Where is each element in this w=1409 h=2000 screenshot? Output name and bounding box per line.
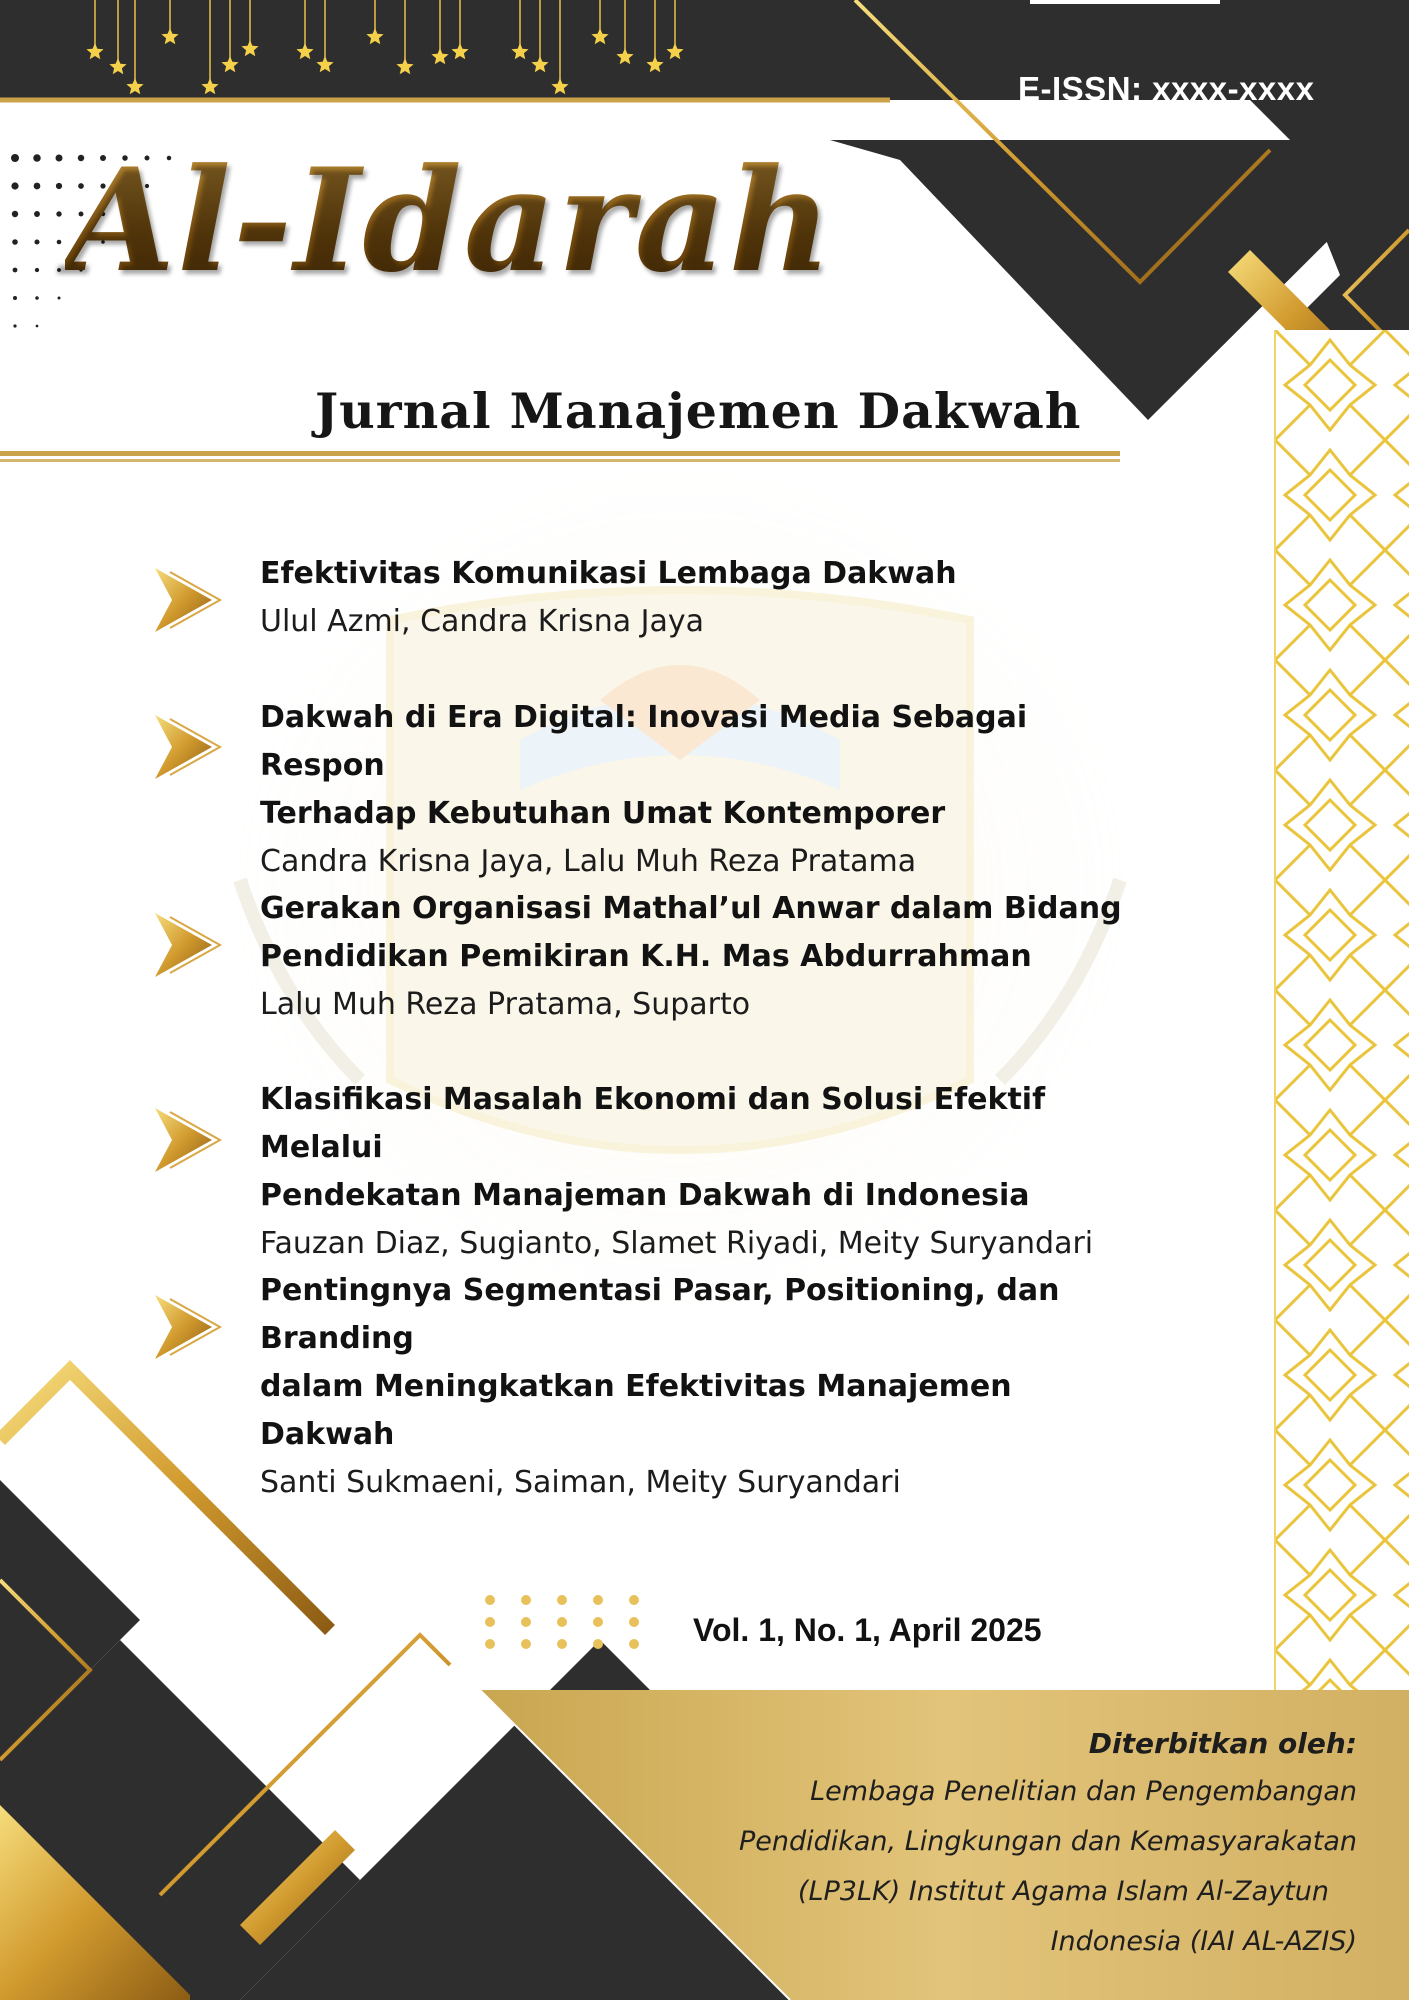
dot [557,1595,567,1605]
dot [57,240,62,245]
publisher-heading: Diterbitkan oleh: [1088,1727,1357,1760]
article-authors: Candra Krisna Jaya, Lalu Muh Reza Pratama [260,844,917,879]
article-title: dalam Meningkatkan Efektivitas Manajemen Dakwah [260,1369,1012,1452]
journal-title: Al-Idarah [65,138,834,304]
dot [11,154,19,162]
dot [593,1639,603,1649]
arrow-bullet-icon [155,568,220,632]
dot [58,297,61,300]
dot [35,268,39,272]
title-underline [0,451,1120,456]
dot [629,1639,639,1649]
publisher-line: Indonesia (IAI AL-AZIS) [1050,1926,1357,1957]
dot [593,1595,603,1605]
arrow-bullet-icon [155,715,220,779]
dot [521,1595,531,1605]
dot [557,1617,567,1627]
dot [13,324,16,327]
publisher-line: (LP3LK) Institut Agama Islam Al-Zaytun [797,1876,1329,1907]
volume-info: Vol. 1, No. 1, April 2025 [693,1612,1042,1648]
dot [34,211,40,217]
geometric-pattern [1275,330,1409,1690]
article-authors: Lalu Muh Reza Pratama, Suparto [260,987,751,1022]
dot [11,182,18,189]
article-2 [260,694,1140,886]
title-underline-2 [0,459,1120,462]
article-title: Klasifikasi Masalah Ekonomi dan Solusi Efektif Melalui [260,1082,1046,1165]
journal-subtitle: Jurnal Manajemen Dakwah [315,382,1082,440]
top-right-white-tab [1030,0,1220,4]
dot [57,268,61,272]
dot [12,211,18,217]
dot [485,1595,495,1605]
dot [593,1617,603,1627]
dot [13,268,18,273]
dot [629,1617,639,1627]
article-5 [260,1267,1140,1507]
dot [34,183,41,190]
article-authors: Santi Sukmaeni, Saiman, Meity Suryandari [260,1465,901,1500]
article-authors: Ulul Azmi, Candra Krisna Jaya [260,604,704,639]
dot [557,1639,567,1649]
issn-label: E-ISSN: xxxx-xxxx [1018,70,1315,107]
dot [485,1617,495,1627]
dot [629,1595,639,1605]
article-title: Pendidikan Pemikiran K.H. Mas Abdurrahman [260,939,1032,974]
article-3 [260,885,1140,1029]
arrow-bullet-icon [155,913,220,977]
article-1 [260,550,1140,646]
dot [56,211,61,216]
article-title: Terhadap Kebutuhan Umat Kontemporer [260,796,946,831]
article-title: Pentingnya Segmentasi Pasar, Positioning, dan Branding [260,1273,1060,1356]
dot [485,1639,495,1649]
dot [13,296,17,300]
article-title: Efektivitas Komunikasi Lembaga Dakwah [260,556,957,591]
dot [36,325,39,328]
arrow-bullet-icon [155,1295,220,1359]
article-authors: Fauzan Diaz, Sugianto, Slamet Riyadi, Meity Suryandari [260,1226,1094,1261]
dot [521,1639,531,1649]
article-title: Gerakan Organisasi Mathal’ul Anwar dalam Bidang [260,891,1122,926]
publisher-line: Pendidikan, Lingkungan dan Kemasyarakatan [738,1826,1357,1857]
dot [521,1617,531,1627]
arrow-bullet-icon [155,1108,220,1172]
article-title: Pendekatan Manajeman Dakwah di Indonesia [260,1178,1030,1213]
article-4 [260,1076,1140,1268]
article-arrows [155,568,220,1359]
volume-dots [485,1595,639,1649]
dot [56,183,62,189]
dot [56,155,63,162]
dot [12,239,18,245]
publisher-line: Lembaga Penelitian dan Pengembangan [810,1776,1357,1807]
dot [33,154,41,162]
article-title: Dakwah di Era Digital: Inovasi Media Sebagai Respon [260,700,1028,783]
dot [35,296,39,300]
dot [34,239,39,244]
